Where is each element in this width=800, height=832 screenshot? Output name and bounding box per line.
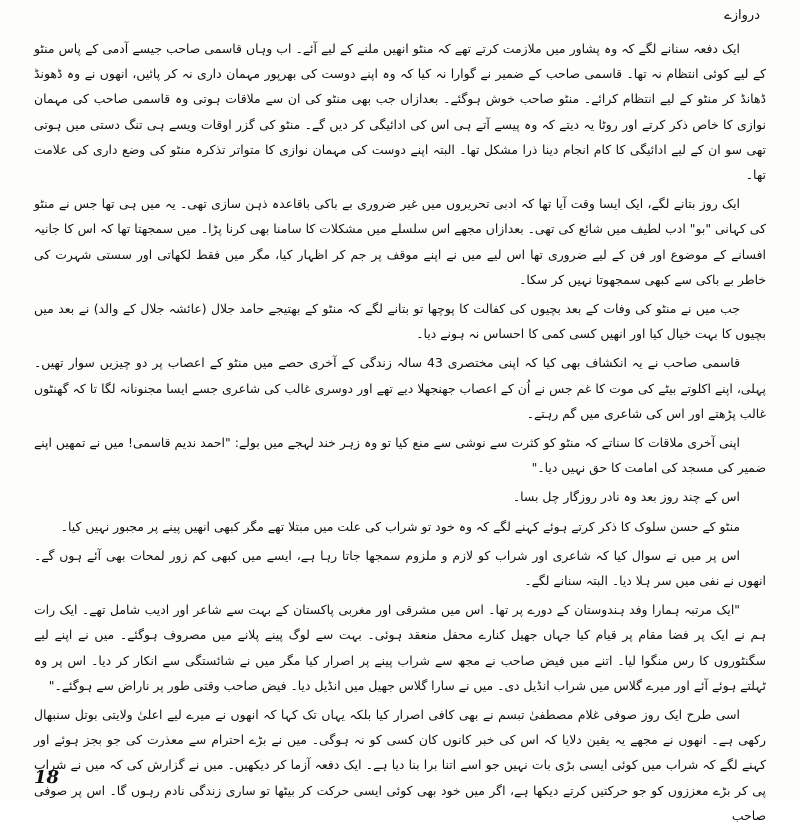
- paragraph: جب میں نے منٹو کی وفات کے بعد بچیوں کی کفالت کا پوچھا تو بتانے لگے کہ منٹو کے بھتیجے حامد جلال (عائشہ جلال کے والد) نے بعد میں بچیوں کا بہت خیال کیا اور انھیں کسی کمی کا احساس نہ ہونے دیا۔: [34, 301, 766, 342]
- paragraph: اس کے چند روز بعد وہ نادر روزگار چل بسا۔: [512, 489, 740, 505]
- page-number: 18: [34, 767, 60, 788]
- paragraph: اس پر میں نے سوال کیا کہ شاعری اور شراب کو لازم و ملزوم سمجھا جاتا رہا ہے، ایسے میں کبھی کم زور لمحات بھی آئے ہوں گے۔ انھوں نے نفی میں سر ہلا دیا۔ البتہ سنانے لگے۔: [34, 547, 766, 589]
- body-text: [34, 36, 766, 832]
- running-header: دروازے: [724, 8, 760, 23]
- paragraph: اسی طرح ایک روز صوفی غلام مصطفیٰ تبسم نے بھی کافی اصرار کیا بلکہ یہاں تک کہا کہ انھوں نے میرے لیے اعلیٰ ولایتی بوتل سنبھال رکھی ہے۔ انھوں نے مجھے یہ یقین دلایا کہ اس کی خبر کانوں کان کسی کو نہ ہوگی۔ میں نے بڑے احترام سے معذرت کی جو بجز ہوئے اور کہنے لگے کہ شراب میں کوئی ایسی بڑی بات نہیں جو اسے اتنا برا بنا دیا ہے۔ ایک دفعہ آزما کر دیکھیں۔ میں نے گزارش کی کہ میں نے شراب پی کر بڑے معززوں کو جو حرکتیں کرتے دیکھا ہے، اگر میں خود بھی کوئی ایسی حرکت کر بیٹھا تو ساری زندگی نادم رہوں گا۔ اس پر صوفی صاحب: [34, 707, 766, 823]
- paragraph: قاسمی صاحب نے یہ انکشاف بھی کیا کہ اپنی مختصری 43 سالہ زندگی کے آخری حصے میں منٹو کے اعصاب پر دو چیزیں سوار تھیں۔ پہلی، اپنے اکلوتے بیٹے کی موت کا غم جس نے اُن کے اعصاب جھنجھلا دیے تھے اور دوسری غالب کی شاعری جسے ایسا مجنونانہ لگا تا کہ گھنٹوں غالب پڑھتے اور اس کی شاعری میں گم رہتے۔: [34, 355, 766, 421]
- paragraph: ایک دفعہ سنانے لگے کہ وہ پشاور میں ملازمت کرتے تھے کہ منٹو انھیں ملنے کے لیے آئے۔ اب وہاں قاسمی صاحب جیسے آدمی کے پاس منٹو کے لیے کوئی انتظام نہ تھا۔ قاسمی صاحب کے ضمیر نے گوارا نہ کیا کہ وہ اپنے دوست کی بھرپور مہمان داری نہ کر پائیں، انھوں نے وہ ڈھونڈ ڈھانڈ کر منٹو کے لیے انتظام کرائے۔ منٹو صاحب خوش ہوگئے۔ بعدازاں جب بھی منٹو کی ان سے ملاقات ہوتی وہ قاسمی صاحب کی مہمان نوازی کا خاص ذکر کرتے اور روٹا یہ دیتے کہ وہ پیسے آتے ہی اس کی ادائیگی کر دیں گے۔ منٹو کی گزر اوقات ویسے ہی تنگ دستی میں ہوتی تھی سو ان کے لیے ادائیگی کا کام انجام دینا ذرا مشکل تھا۔ البتہ اپنے دوست کی مہمان نوازی کا متواتر تذکرہ منٹو کی وضع داری کی علامت تھا۔: [34, 41, 766, 183]
- paragraph: ایک روز بتانے لگے، ایک ایسا وقت آیا تھا کہ ادبی تحریروں میں غیر ضروری بے باکی باقاعدہ ذہن سازی تھی۔ یہ میں ہی تھا جس نے منٹو کی کہانی "بو" ادب لطیف میں شائع کی تھی۔ بعدازاں مجھے اس سلسلے میں مشکلات کا سامنا بھی کرنا پڑا۔ میں سمجھتا تھا کہ اس کا جانیہ افسانے کے موضوع اور فن کے لیے ضروری تھا اس لیے میں نے اپنے موقف پر جم کر اظہار کیا، مگر میں فقط لکھاتی اور سستی شہرت کی خاطر بے باکی سے کبھی سمجھوتا نہیں کر سکا۔: [34, 196, 766, 287]
- paragraph: اپنی آخری ملاقات کا سناتے کہ منٹو کو کثرت سے نوشی سے منع کیا تو وہ زہر خند لہجے میں بولے: "احمد ندیم قاسمی! میں نے تمھیں اپنے ضمیر کی مسجد کی امامت کا حق نہیں دیا۔": [34, 435, 766, 476]
- paragraph: "ایک مرتبہ ہمارا وفد ہندوستان کے دورے پر تھا۔ اس میں مشرقی اور مغربی پاکستان کے بہت سے شاعر اور ادیب شامل تھے۔ ایک رات ہم نے ایک پر فضا مقام پر قیام کیا جہاں جھیل کنارے محفل منعقد ہوئی۔ بہت سے لوگ پینے پلانے میں مصروف ہوگئے۔ میں نے اپنے لیے سگنٹوروں کا رس منگوا لیا۔ اتنے میں فیض صاحب نے مجھ سے شراب پینے پر اصرار کیا مگر میں نے شائستگی سے انکار کر دیا۔ اس پر وہ ٹہلتے ہوئے آئے اور میرے گلاس میں شراب انڈیل دی۔ میں نے سارا گلاس جھیل میں انڈیل دیا۔ فیض صاحب وقتی طور پر ناراض سے ہوگئے۔": [34, 602, 766, 693]
- paragraph: منٹو کے حسن سلوک کا ذکر کرتے ہوئے کہنے لگے کہ وہ خود تو شراب کی علت میں مبتلا تھے مگر کبھی انھیں پینے پر مجبور نہیں کیا۔: [60, 518, 740, 534]
